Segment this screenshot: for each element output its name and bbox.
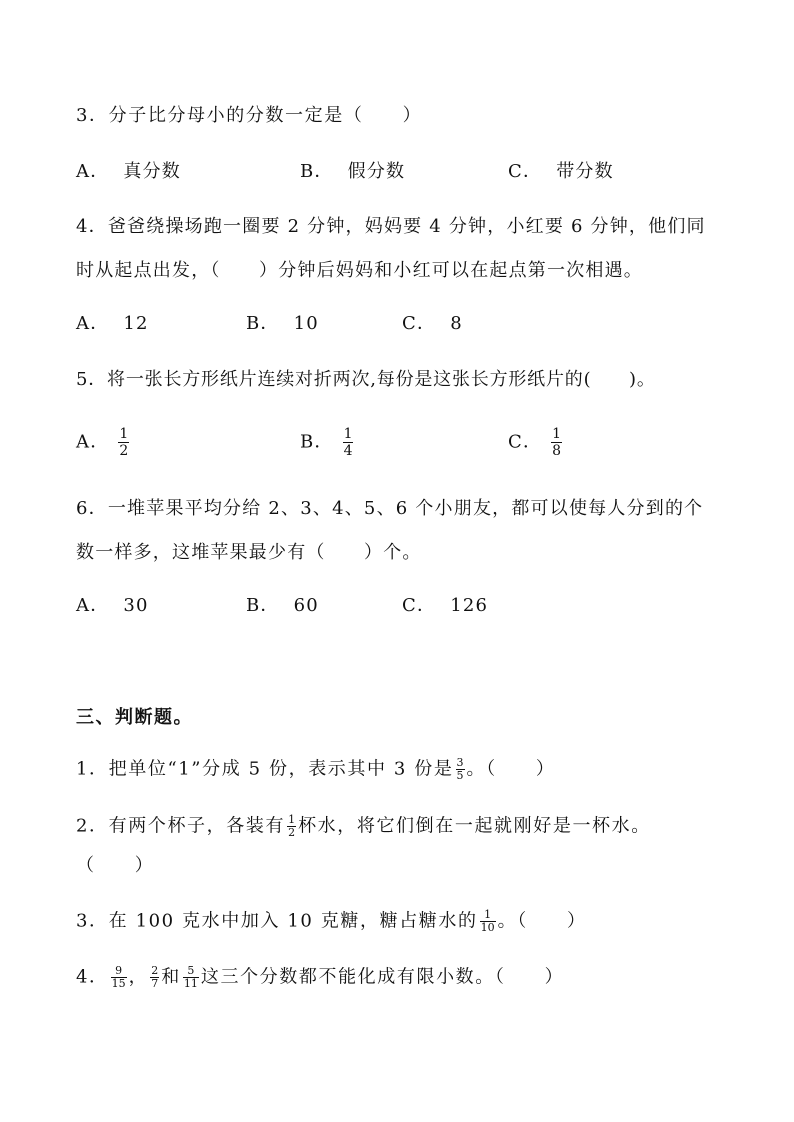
fraction bbox=[150, 965, 159, 990]
option-text: 12 bbox=[123, 313, 149, 334]
numerator: 1 bbox=[119, 426, 129, 442]
option-letter: B． bbox=[300, 431, 334, 453]
option-letter: A． bbox=[76, 313, 110, 334]
judgement-1 bbox=[76, 757, 556, 782]
separator: ， bbox=[128, 966, 149, 988]
option-letter: B． bbox=[246, 313, 280, 334]
question-4-stem-line2: 时从起点出发，（ ）分钟后妈妈和小红可以在起点第一次相遇。 bbox=[76, 260, 643, 281]
denominator: 11 bbox=[183, 977, 198, 990]
judgement-answer-blank[interactable]: 。（ ） bbox=[497, 910, 587, 932]
option-text: 假分数 bbox=[347, 161, 406, 182]
option-text: 8 bbox=[450, 313, 463, 334]
fraction bbox=[343, 426, 354, 459]
option-letter: C． bbox=[508, 161, 543, 182]
section-heading: 三、判断题。 bbox=[76, 707, 193, 728]
question-4-option-b[interactable] bbox=[246, 312, 319, 336]
judgement-text: 4． bbox=[76, 966, 109, 988]
question-3-option-c[interactable] bbox=[508, 160, 614, 184]
question-3-stem: 3．分子比分母小的分数一定是（ ） bbox=[76, 105, 423, 126]
denominator: 15 bbox=[111, 977, 126, 990]
judgement-text: 3．在 100 克水中加入 10 克糖，糖占糖水的 bbox=[76, 910, 478, 932]
separator: 和 bbox=[161, 966, 181, 988]
judgement-3 bbox=[76, 909, 587, 934]
numerator: 1 bbox=[484, 908, 492, 921]
numerator: 2 bbox=[151, 964, 159, 977]
numerator: 9 bbox=[115, 964, 123, 977]
fraction bbox=[287, 814, 296, 839]
question-4-option-c[interactable] bbox=[402, 312, 463, 336]
judgement-text: 杯水，将它们倒在一起就刚好是一杯水。 bbox=[298, 815, 651, 837]
denominator: 4 bbox=[343, 443, 353, 459]
fraction bbox=[118, 426, 129, 459]
numerator: 5 bbox=[187, 964, 195, 977]
question-5-option-c[interactable] bbox=[508, 426, 564, 459]
option-letter: A． bbox=[76, 431, 110, 453]
denominator: 8 bbox=[552, 443, 562, 459]
denominator: 2 bbox=[288, 826, 296, 839]
option-letter: A． bbox=[76, 161, 110, 182]
question-4-option-a[interactable] bbox=[76, 312, 149, 336]
denominator: 2 bbox=[119, 443, 129, 459]
option-text: 10 bbox=[293, 313, 319, 334]
option-letter: A． bbox=[76, 595, 110, 616]
numerator: 3 bbox=[456, 756, 464, 769]
option-letter: B． bbox=[246, 595, 280, 616]
question-3-option-a[interactable] bbox=[76, 160, 181, 184]
question-6-option-b[interactable] bbox=[246, 594, 319, 618]
numerator: 1 bbox=[343, 426, 353, 442]
fraction bbox=[456, 757, 465, 782]
denominator: 5 bbox=[456, 769, 464, 782]
fraction bbox=[183, 965, 199, 990]
question-6-option-c[interactable] bbox=[402, 594, 488, 618]
fraction bbox=[111, 965, 127, 990]
question-6-stem-line1: 6．一堆苹果平均分给 2、3、4、5、6 个小朋友，都可以使每人分到的个 bbox=[76, 498, 704, 519]
judgement-4 bbox=[76, 965, 564, 990]
denominator: 10 bbox=[480, 921, 495, 934]
option-letter: C． bbox=[402, 595, 437, 616]
question-5-option-b[interactable] bbox=[300, 426, 355, 459]
numerator: 1 bbox=[552, 426, 562, 442]
option-text: 126 bbox=[450, 595, 489, 616]
question-3-option-b[interactable] bbox=[300, 160, 405, 184]
judgement-2-answer-blank[interactable]: （ ） bbox=[76, 855, 155, 876]
option-letter: B． bbox=[300, 161, 334, 182]
question-6-option-a[interactable] bbox=[76, 594, 149, 618]
judgement-text: 1．把单位“1”分成 5 份，表示其中 3 份是 bbox=[76, 758, 454, 780]
question-4-stem-line1: 4．爸爸绕操场跑一圈要 2 分钟，妈妈要 4 分钟，小红要 6 分钟，他们同 bbox=[76, 216, 706, 237]
denominator: 7 bbox=[151, 977, 159, 990]
fraction bbox=[551, 426, 562, 459]
option-letter: C． bbox=[508, 431, 543, 453]
fraction bbox=[480, 909, 496, 934]
judgement-2 bbox=[76, 814, 651, 839]
judgement-answer-blank[interactable]: 。（ ） bbox=[466, 758, 556, 780]
option-text: 真分数 bbox=[123, 161, 182, 182]
option-text: 60 bbox=[293, 595, 319, 616]
option-letter: C． bbox=[402, 313, 437, 334]
question-5-option-a[interactable] bbox=[76, 426, 131, 459]
option-text: 30 bbox=[123, 595, 149, 616]
judgement-text: 2．有两个杯子，各装有 bbox=[76, 815, 286, 837]
question-5-stem: 5．将一张长方形纸片连续对折两次,每份是这张长方形纸片的( )。 bbox=[76, 369, 656, 390]
option-text: 带分数 bbox=[556, 161, 614, 182]
question-6-stem-line2: 数一样多，这堆苹果最少有（ ）个。 bbox=[76, 542, 422, 563]
numerator: 1 bbox=[288, 813, 296, 826]
judgement-answer-blank[interactable]: 这三个分数都不能化成有限小数。（ ） bbox=[200, 966, 565, 988]
